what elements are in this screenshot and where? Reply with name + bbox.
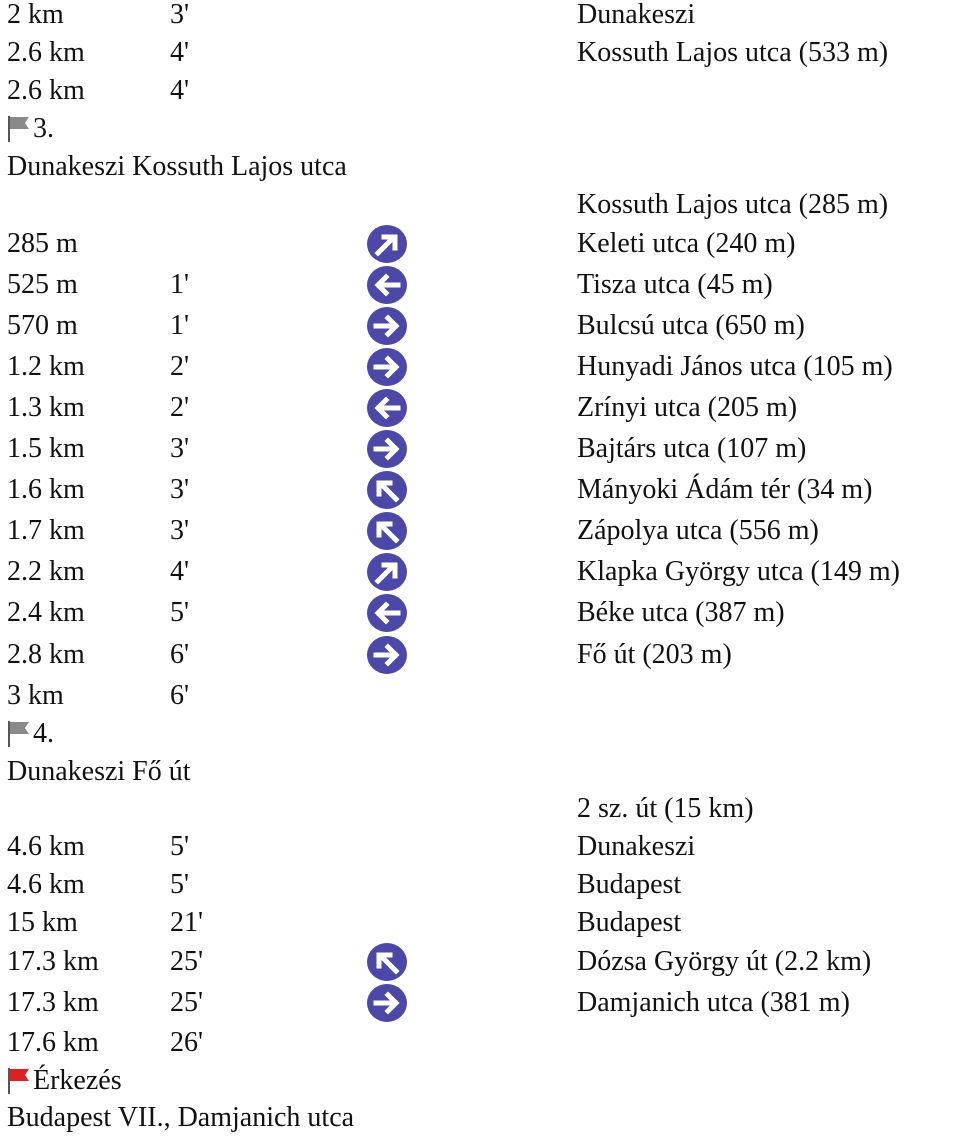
route-row xyxy=(0,471,960,509)
time: 2' xyxy=(170,392,190,423)
grey-flag-icon xyxy=(7,113,35,143)
time: 3' xyxy=(170,474,190,505)
time: 3' xyxy=(170,0,190,30)
arrow-left-icon xyxy=(366,389,408,427)
route-row xyxy=(0,307,960,345)
route-row xyxy=(0,636,960,674)
street: 2 sz. út (15 km) xyxy=(577,793,754,824)
route-row xyxy=(0,34,960,72)
route-row xyxy=(0,1024,960,1062)
waypoint-label: 4. xyxy=(33,718,54,749)
distance: 2.6 km xyxy=(7,37,85,68)
route-row xyxy=(0,984,960,1022)
distance: 17.6 km xyxy=(7,1027,99,1058)
street: Dózsa György út (2.2 km) xyxy=(577,946,872,977)
distance: 2.8 km xyxy=(7,639,85,670)
route-row xyxy=(0,866,960,904)
distance: 2 km xyxy=(7,0,64,30)
street: Bulcsú utca (650 m) xyxy=(577,310,805,341)
street: Hunyadi János utca (105 m) xyxy=(577,351,893,382)
street: Mányoki Ádám tér (34 m) xyxy=(577,474,873,505)
route-row xyxy=(0,72,960,110)
arrow-left-icon xyxy=(366,266,408,304)
distance: 285 m xyxy=(7,228,78,259)
time: 2' xyxy=(170,351,190,382)
distance: 1.7 km xyxy=(7,515,85,546)
street: Budapest xyxy=(577,907,682,938)
distance: 2.2 km xyxy=(7,556,85,587)
route-row xyxy=(0,0,960,34)
distance: 3 km xyxy=(7,680,64,711)
waypoint-label: 3. xyxy=(33,113,54,144)
street: Bajtárs utca (107 m) xyxy=(577,433,807,464)
time: 4' xyxy=(170,556,190,587)
route-row xyxy=(0,430,960,468)
route-row xyxy=(0,790,960,828)
arrow-up-left-icon xyxy=(366,943,408,981)
time: 21' xyxy=(170,907,204,938)
location-row xyxy=(0,1099,960,1137)
waypoint-row xyxy=(0,715,960,753)
route-row xyxy=(0,186,960,224)
arrival-label: Érkezés xyxy=(33,1065,122,1096)
time: 25' xyxy=(170,946,204,977)
street: Béke utca (387 m) xyxy=(577,597,785,628)
distance: 15 km xyxy=(7,907,78,938)
time: 5' xyxy=(170,831,190,862)
time: 6' xyxy=(170,680,190,711)
time: 6' xyxy=(170,639,190,670)
location-row xyxy=(0,148,960,186)
arrow-up-left-icon xyxy=(366,512,408,550)
route-row xyxy=(0,943,960,981)
route-row xyxy=(0,389,960,427)
distance: 4.6 km xyxy=(7,831,85,862)
distance: 1.5 km xyxy=(7,433,85,464)
time: 5' xyxy=(170,597,190,628)
arrow-up-left-icon xyxy=(366,471,408,509)
route-row xyxy=(0,828,960,866)
route-row xyxy=(0,677,960,715)
street: Dunakeszi xyxy=(577,0,696,30)
street: Dunakeszi xyxy=(577,831,696,862)
street: Kossuth Lajos utca (533 m) xyxy=(577,37,889,68)
route-row xyxy=(0,266,960,304)
route-row xyxy=(0,225,960,263)
street: Kossuth Lajos utca (285 m) xyxy=(577,189,889,220)
location-row xyxy=(0,753,960,791)
arrow-left-icon xyxy=(366,594,408,632)
location: Dunakeszi Kossuth Lajos utca xyxy=(7,151,347,182)
time: 3' xyxy=(170,515,190,546)
red-flag-icon xyxy=(7,1065,35,1095)
route-row xyxy=(0,904,960,942)
route-row xyxy=(0,348,960,386)
street: Damjanich utca (381 m) xyxy=(577,987,850,1018)
street: Zrínyi utca (205 m) xyxy=(577,392,798,423)
distance: 1.2 km xyxy=(7,351,85,382)
arrow-up-right-icon xyxy=(366,553,408,591)
time: 4' xyxy=(170,37,190,68)
time: 3' xyxy=(170,433,190,464)
route-row xyxy=(0,512,960,550)
time: 1' xyxy=(170,310,190,341)
street: Tisza utca (45 m) xyxy=(577,269,773,300)
arrow-right-icon xyxy=(366,307,408,345)
arrow-up-right-icon xyxy=(366,225,408,263)
distance: 17.3 km xyxy=(7,987,99,1018)
arrow-right-icon xyxy=(366,430,408,468)
route-row xyxy=(0,594,960,632)
arrow-right-icon xyxy=(366,348,408,386)
distance: 4.6 km xyxy=(7,869,85,900)
time: 5' xyxy=(170,869,190,900)
grey-flag-icon xyxy=(7,718,35,748)
distance: 2.6 km xyxy=(7,75,85,106)
waypoint-row xyxy=(0,110,960,148)
arrival-row xyxy=(0,1062,960,1100)
arrow-right-icon xyxy=(366,984,408,1022)
distance: 1.6 km xyxy=(7,474,85,505)
street: Keleti utca (240 m) xyxy=(577,228,796,259)
location: Budapest VII., Damjanich utca xyxy=(7,1102,355,1133)
time: 4' xyxy=(170,75,190,106)
time: 26' xyxy=(170,1027,204,1058)
street: Zápolya utca (556 m) xyxy=(577,515,819,546)
distance: 1.3 km xyxy=(7,392,85,423)
location: Dunakeszi Fő út xyxy=(7,756,191,787)
time: 1' xyxy=(170,269,190,300)
route-row xyxy=(0,553,960,591)
street: Fő út (203 m) xyxy=(577,639,732,670)
arrow-right-icon xyxy=(366,636,408,674)
distance: 17.3 km xyxy=(7,946,99,977)
distance: 525 m xyxy=(7,269,78,300)
street: Budapest xyxy=(577,869,682,900)
street: Klapka György utca (149 m) xyxy=(577,556,900,587)
distance: 570 m xyxy=(7,310,78,341)
distance: 2.4 km xyxy=(7,597,85,628)
time: 25' xyxy=(170,987,204,1018)
